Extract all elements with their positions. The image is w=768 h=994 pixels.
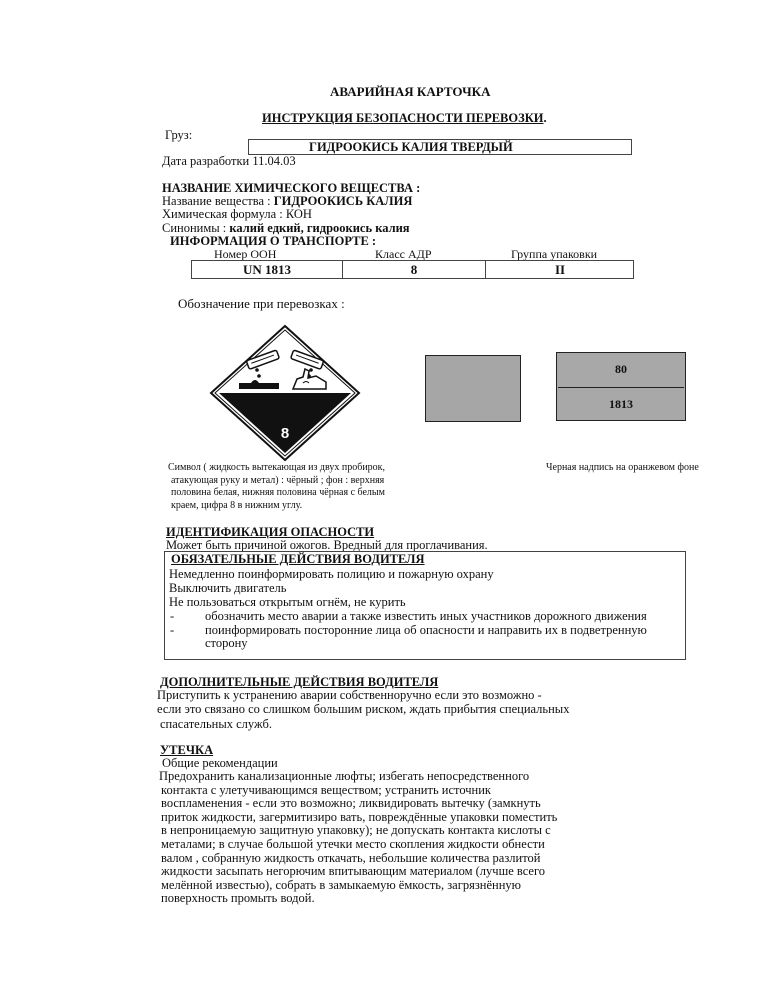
un-number: UN 1813: [242, 262, 292, 277]
leak-text: [159, 770, 557, 906]
symbol-desc-line: атакующая руку и метал) : чёрный ; фон : верхняя: [171, 474, 385, 486]
symbol-description: [168, 462, 385, 512]
marking-label: Обозначение при перевозках :: [178, 296, 345, 311]
transport-col1-label: Номер ООН: [214, 247, 277, 261]
mandatory-list-item: обозначить место аварии а также известить иных участников дорожного движения: [205, 609, 647, 623]
list-bullet: -: [170, 609, 175, 623]
development-date: Дата разработки 11.04.03: [162, 154, 296, 168]
cargo-label: Груз:: [165, 128, 193, 142]
hazard-identification-number: 80: [615, 362, 627, 376]
hazard-number-plate: [556, 352, 686, 421]
mandatory-line: Не пользоваться открытым огнём, не курить: [169, 595, 406, 609]
additional-line: если это связано со слишком большим риском, ждать прибытия специальных: [157, 702, 570, 717]
corrosive-hazard-sign-icon: [207, 323, 363, 463]
leak-line: приток жидкости, загермитизиро вать, повреждённые упаковки поместить: [161, 809, 558, 824]
transport-heading: ИНФОРМАЦИЯ О ТРАНСПОРТЕ :: [170, 234, 377, 248]
subtitle-dot: .: [543, 111, 547, 125]
sign-number: 8: [280, 425, 290, 442]
mandatory-list-item: поинформировать посторонние лица об опасности и направить их в подветренную: [205, 623, 647, 637]
symbol-desc-line: Символ ( жидкость вытекающая из двух пробирок,: [168, 462, 386, 473]
leak-line: жидкости засыпать негорючим впитывающим материалом (лучше всего: [161, 864, 546, 879]
mandatory-list-item-continued: сторону: [205, 636, 248, 650]
additional-heading: ДОПОЛНИТЕЛЬНЫЕ ДЕЙСТВИЯ ВОДИТЕЛЯ: [160, 675, 439, 689]
mandatory-actions-box: [164, 551, 686, 660]
leak-line: мелённой известью), собрать в замыкаемую ёмкость, загрязнённую: [161, 877, 521, 892]
blank-orange-plate: [425, 355, 521, 422]
page-subtitle: [262, 111, 547, 125]
leak-heading: УТЕЧКА: [160, 743, 214, 757]
adr-class: 8: [410, 262, 418, 277]
mandatory-heading: ОБЯЗАТЕЛЬНЫЕ ДЕЙСТВИЯ ВОДИТЕЛЯ: [171, 552, 425, 566]
leak-line: контакта с улетучивающимся веществом; устранить источник: [161, 782, 491, 797]
synonyms-label: Синонимы :: [162, 221, 230, 235]
leak-subheading: Общие рекомендации: [162, 756, 278, 770]
additional-line: спасательных служб.: [160, 716, 272, 731]
substance-name-value: ГИДРООКИСЬ КАЛИЯ: [273, 194, 413, 208]
transport-col3-label: Группа упаковки: [511, 247, 598, 261]
cargo-box: [248, 139, 632, 155]
leak-line: валом , собранную жидкость откачать, небольшие количества разлитой: [161, 850, 541, 865]
subtitle-text: ИНСТРУКЦИЯ БЕЗОПАСНОСТИ ПЕРЕВОЗКИ: [262, 111, 544, 125]
list-bullet: -: [170, 623, 175, 637]
transport-col2-label: Класс АДР: [375, 247, 432, 261]
un-plate-number: 1813: [609, 397, 633, 411]
leak-line: в непроницаемую защитную упаковку); не допускать контакта кислоты с: [161, 823, 551, 838]
additional-text: [157, 688, 569, 731]
transport-table: [191, 260, 634, 279]
symbol-desc-line: краем, цифра 8 в нижним углу.: [171, 499, 303, 511]
plate-divider: [558, 387, 684, 388]
substance-heading: НАЗВАНИЕ ХИМИЧЕСКОГО ВЕЩЕСТВА :: [162, 181, 421, 195]
synonyms-value: калий едкий, гидроокись калия: [229, 221, 410, 235]
symbol-desc-line: половина белая, нижняя половина чёрная с белым: [171, 487, 385, 498]
cargo-value: ГИДРООКИСЬ КАЛИЯ ТВЕРДЫЙ: [309, 140, 513, 154]
leak-line: воспламенения - если это возможно; ликвидировать вытечку (замкнуть: [161, 796, 541, 811]
leak-line: Предохранить канализационные люфты; избегать непосредственного: [159, 769, 530, 783]
plate-description: Черная надпись на оранжевом фоне: [546, 462, 699, 473]
hazard-heading: ИДЕНТИФИКАЦИЯ ОПАСНОСТИ: [166, 525, 375, 539]
mandatory-line: Немедленно поинформировать полицию и пожарную охрану: [169, 567, 494, 581]
leak-line: металами; в случае большой утечки место скопления жидкости обнести: [161, 836, 545, 851]
leak-line: поверхность промыть водой.: [161, 891, 315, 906]
substance-name-label: Название вещества :: [162, 194, 274, 208]
hazard-text: Может быть причиной ожогов. Вредный для проглачивания.: [166, 538, 488, 552]
chemical-formula: Химическая формула : КОН: [162, 207, 312, 221]
page-title: АВАРИЙНАЯ КАРТОЧКА: [330, 84, 491, 99]
additional-line: Приступить к устранению аварии собственноручно если это возможно -: [157, 688, 542, 702]
mandatory-line: Выключить двигатель: [169, 581, 287, 595]
packing-group: II: [554, 262, 566, 277]
